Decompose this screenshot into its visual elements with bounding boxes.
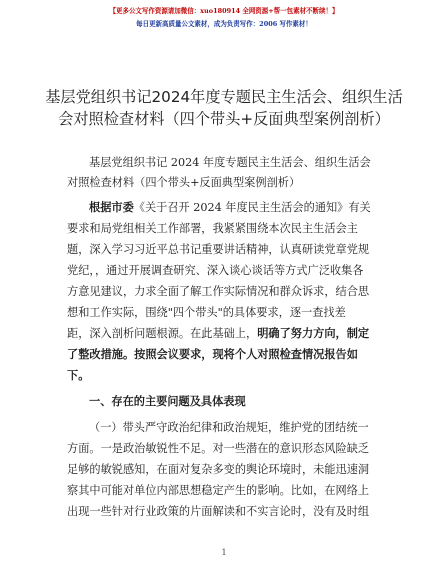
subtitle-line: 对照检查材料（四个带头+反面典型案例剖析） xyxy=(67,176,301,189)
body-line: 了整改措施。按照会议要求，现将个人对照检查情况报告如 xyxy=(67,348,358,361)
section-heading: 一、存在的主要问题及具体表现 xyxy=(89,395,246,408)
body-line: 党纪，，通过开展调查研究、深入谈心谈话等方式广泛收集各 xyxy=(67,264,364,277)
document-title: 基层党组织书记2024年度专题民主生活会、组织生活会对照检查材料（四个带头+反面典型案例剖析） xyxy=(45,88,403,128)
body-line: 察其中可能对单位内部思想稳定产生的影响。比如，在网络上 xyxy=(67,484,370,497)
body-line: 下。 xyxy=(67,369,90,382)
body-line: 根据市委《关于召开 2024 年度民主生活会的通知》有关 xyxy=(89,201,371,214)
body-line: 方意见建议，力求全面了解工作实际情况和群众诉求，结合思 xyxy=(67,285,370,298)
subtitle-line: 基层党组织书记 2024 年度专题民主生活会、组织生活会 xyxy=(89,156,371,169)
body-line: 出现一些针对行业政策的片面解读和不实言论时，没有及时组 xyxy=(67,505,370,518)
promo-banner-line-2: 每日更新高质量公文素材，成为负责写作：2006 写作素材！ xyxy=(136,20,312,28)
body-line: 方面。一是政治敏锐性不足。对一些潜在的意识形态风险缺乏 xyxy=(67,442,370,455)
body-line: 足够的敏锐感知，在面对复杂多变的舆论环境时，未能迅速洞 xyxy=(67,463,370,476)
body-line: 距，深入剖析问题根源。在此基础上，明确了努力方向，制定 xyxy=(67,327,370,340)
page-number: 1 xyxy=(221,548,227,557)
body-line: 要求和局党组相关工作部署，我紧紧围绕本次民主生活会主 xyxy=(67,222,358,235)
body-line: 题，深入学习习近平总书记重要讲话精神，认真研读党章党规 xyxy=(67,243,370,256)
body-line: （一）带头严守政治纪律和政治规矩，维护党的团结统一 xyxy=(89,421,369,434)
promo-banner-line-1: 【更多公文写作资源请加微信：xuo180914 全网资源+帮一包素材不断续！】 xyxy=(109,7,339,15)
body-line: 想和工作实际，围绕"四个带头"的具体要求，逐一查找差 xyxy=(67,306,346,319)
